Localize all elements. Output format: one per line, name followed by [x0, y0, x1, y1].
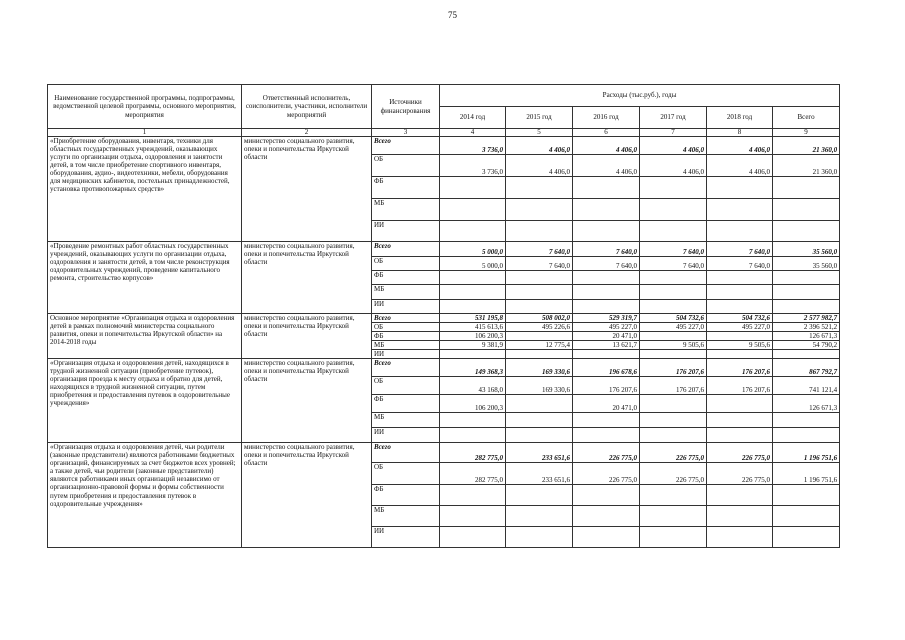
activity-name: Основное мероприятие «Организация отдыха и оздоровления детей в рамках полномочий министерства социального развития, опеки и попечительства Иркутской области» на 2014-2018 годы — [48, 314, 242, 359]
year-value: 495 227,0 — [640, 323, 707, 332]
year-value: 7 640,0 — [506, 242, 573, 257]
column-number: 4 — [440, 129, 506, 137]
total-value: 126 671,3 — [773, 395, 840, 413]
year-value — [707, 506, 773, 527]
header-year: 2018 год — [707, 107, 773, 129]
total-value: 35 560,0 — [773, 242, 840, 257]
year-value: 7 640,0 — [640, 242, 707, 257]
column-number: 1 — [48, 129, 242, 137]
header-year: 2014 год — [440, 107, 506, 129]
year-value: 169 330,6 — [506, 377, 573, 395]
year-value: 4 406,0 — [573, 137, 640, 155]
year-value: 9 381,9 — [440, 341, 506, 350]
year-value: 7 640,0 — [707, 257, 773, 271]
funding-source: ИИ — [372, 527, 440, 548]
year-value — [506, 199, 573, 221]
table-row — [48, 314, 840, 323]
year-value: 4 406,0 — [707, 155, 773, 177]
total-value: 867 792,7 — [773, 359, 840, 377]
total-value: 21 360,0 — [773, 155, 840, 177]
total-value: 741 121,4 — [773, 377, 840, 395]
year-value: 4 406,0 — [640, 137, 707, 155]
funding-source: ФБ — [372, 332, 440, 341]
year-value: 7 640,0 — [573, 242, 640, 257]
year-value — [506, 428, 573, 443]
year-value: 529 319,7 — [573, 314, 640, 323]
funding-source: ОБ — [372, 323, 440, 332]
funding-source: ФБ — [372, 177, 440, 199]
year-value: 5 000,0 — [440, 257, 506, 271]
funding-source: ОБ — [372, 155, 440, 177]
year-value — [506, 285, 573, 300]
year-value: 20 471,0 — [573, 395, 640, 413]
year-value — [707, 271, 773, 285]
year-value: 495 226,6 — [506, 323, 573, 332]
year-value — [506, 395, 573, 413]
year-value: 3 736,0 — [440, 137, 506, 155]
year-value: 233 651,6 — [506, 463, 573, 485]
year-value — [640, 332, 707, 341]
funding-source: МБ — [372, 506, 440, 527]
year-value — [707, 177, 773, 199]
year-value — [440, 271, 506, 285]
activity-name: «Организация отдыха и оздоровления детей, чьи родители (законные представители) являются работниками бюджетных организаций, финансируемых за счет бюджетов всех уровней; а также детей, чьи родители (законные представители) являются работниками иных организаций независимо от организационно-правовой формы и формы собственности путем приобретения и предоставления путевок в оздоровительные учреждения» — [48, 443, 242, 548]
year-value — [573, 177, 640, 199]
header-total: Всего — [773, 107, 840, 129]
year-value: 4 406,0 — [640, 155, 707, 177]
year-value: 4 406,0 — [506, 137, 573, 155]
year-value: 508 002,0 — [506, 314, 573, 323]
year-value — [573, 285, 640, 300]
year-value: 7 640,0 — [707, 242, 773, 257]
total-value: 21 360,0 — [773, 137, 840, 155]
year-value — [573, 485, 640, 506]
year-value: 531 195,8 — [440, 314, 506, 323]
funding-source: Всего — [372, 314, 440, 323]
year-value: 226 775,0 — [640, 463, 707, 485]
year-value — [640, 285, 707, 300]
year-value — [707, 332, 773, 341]
year-value: 43 168,0 — [440, 377, 506, 395]
year-value — [640, 350, 707, 359]
year-value — [640, 300, 707, 314]
year-value — [440, 527, 506, 548]
year-value: 3 736,0 — [440, 155, 506, 177]
year-value: 282 775,0 — [440, 463, 506, 485]
funding-source: ИИ — [372, 350, 440, 359]
year-value — [440, 285, 506, 300]
funding-source: МБ — [372, 199, 440, 221]
year-value — [640, 199, 707, 221]
funding-source: Всего — [372, 242, 440, 257]
year-value — [506, 527, 573, 548]
year-value: 9 505,6 — [640, 341, 707, 350]
funding-source: МБ — [372, 413, 440, 428]
activity-name: «Приобретение оборудования, инвентаря, техники для областных государственных учреждений, оказывающих услуги по организации отдыха, оздоровления и занятости детей, в том числе приобретение спортивного инвентаря, оборудования, аудио-, видеотехники, мебели, оборудования для медицинских кабинетов, постельных принадлежностей, установка противопожарных средств» — [48, 137, 242, 242]
activity-name: «Проведение ремонтных работ областных государственных учреждений, оказывающих услуги по организации отдыха, оздоровления и занятости детей, в том числе реконструкция оздоровительных учреждений, проведение капитального ремонта, строительство корпусов» — [48, 242, 242, 314]
total-value: 1 196 751,6 — [773, 443, 840, 463]
funding-source: ФБ — [372, 271, 440, 285]
expenses-table — [47, 84, 840, 548]
funding-source: ИИ — [372, 221, 440, 242]
column-number: 2 — [242, 129, 372, 137]
header-expenses: Расходы (тыс.руб.), годы — [440, 85, 840, 107]
year-value — [707, 300, 773, 314]
activity-name: «Организация отдыха и оздоровления детей, находящихся в трудной жизненной ситуации (приобретение путевок), организация проезда к месту отдыха и обратно для детей, находящихся в трудной жизненной ситуации, путем приобретения и предоставления путевок в оздоровительные учреждения» — [48, 359, 242, 443]
year-value — [573, 527, 640, 548]
year-value — [440, 177, 506, 199]
year-value — [707, 413, 773, 428]
year-value: 106 200,3 — [440, 395, 506, 413]
year-value — [640, 221, 707, 242]
year-value: 13 621,7 — [573, 341, 640, 350]
year-value: 7 640,0 — [640, 257, 707, 271]
year-value — [440, 300, 506, 314]
year-value — [506, 177, 573, 199]
year-value: 106 200,3 — [440, 332, 506, 341]
year-value: 415 613,6 — [440, 323, 506, 332]
year-value — [440, 485, 506, 506]
year-value: 176 207,6 — [640, 377, 707, 395]
year-value — [640, 506, 707, 527]
year-value: 169 330,6 — [506, 359, 573, 377]
year-value: 7 640,0 — [573, 257, 640, 271]
year-value — [707, 485, 773, 506]
total-value — [773, 527, 840, 548]
year-value: 7 640,0 — [506, 257, 573, 271]
year-value: 176 207,6 — [707, 377, 773, 395]
year-value — [640, 428, 707, 443]
year-value — [640, 395, 707, 413]
total-value — [773, 413, 840, 428]
year-value — [506, 221, 573, 242]
column-number: 3 — [372, 129, 440, 137]
total-value: 35 560,0 — [773, 257, 840, 271]
responsible-executor: министерство социального развития, опеки и попечительства Иркутской области — [242, 443, 372, 548]
year-value — [440, 428, 506, 443]
responsible-executor: министерство социального развития, опеки и попечительства Иркутской области — [242, 314, 372, 359]
year-value — [440, 350, 506, 359]
column-number: 5 — [506, 129, 573, 137]
table-row — [48, 137, 840, 155]
year-value — [440, 221, 506, 242]
year-value — [707, 395, 773, 413]
header-year: 2017 год — [640, 107, 707, 129]
year-value — [573, 221, 640, 242]
table-row — [48, 359, 840, 377]
funding-source: МБ — [372, 341, 440, 350]
table-row — [48, 242, 840, 257]
funding-source: ИИ — [372, 300, 440, 314]
year-value — [506, 332, 573, 341]
total-value — [773, 506, 840, 527]
year-value — [707, 199, 773, 221]
year-value — [506, 485, 573, 506]
year-value — [640, 177, 707, 199]
year-value — [640, 527, 707, 548]
year-value — [506, 506, 573, 527]
year-value: 504 732,6 — [707, 314, 773, 323]
funding-source: ОБ — [372, 463, 440, 485]
funding-source: Всего — [372, 359, 440, 377]
year-value — [707, 428, 773, 443]
year-value: 226 775,0 — [707, 463, 773, 485]
year-value — [707, 221, 773, 242]
total-value: 1 196 751,6 — [773, 463, 840, 485]
column-number: 9 — [773, 129, 840, 137]
total-value — [773, 199, 840, 221]
year-value — [573, 300, 640, 314]
header-year: 2016 год — [573, 107, 640, 129]
total-value — [773, 271, 840, 285]
year-value — [707, 527, 773, 548]
year-value: 226 775,0 — [640, 443, 707, 463]
responsible-executor: министерство социального развития, опеки и попечительства Иркутской области — [242, 242, 372, 314]
year-value: 4 406,0 — [573, 155, 640, 177]
total-value — [773, 350, 840, 359]
year-value: 504 732,6 — [640, 314, 707, 323]
year-value: 176 207,6 — [573, 377, 640, 395]
total-value: 54 790,2 — [773, 341, 840, 350]
total-value — [773, 485, 840, 506]
total-value: 2 396 521,2 — [773, 323, 840, 332]
column-number: 8 — [707, 129, 773, 137]
year-value: 176 207,6 — [640, 359, 707, 377]
funding-source: ОБ — [372, 377, 440, 395]
funding-source: Всего — [372, 443, 440, 463]
funding-source: ФБ — [372, 395, 440, 413]
year-value — [707, 350, 773, 359]
year-value: 12 775,4 — [506, 341, 573, 350]
year-value — [440, 506, 506, 527]
year-value: 4 406,0 — [506, 155, 573, 177]
total-value — [773, 300, 840, 314]
year-value: 226 775,0 — [707, 443, 773, 463]
year-value: 196 678,6 — [573, 359, 640, 377]
year-value: 495 227,0 — [573, 323, 640, 332]
year-value: 149 368,3 — [440, 359, 506, 377]
total-value — [773, 221, 840, 242]
funding-source: Всего — [372, 137, 440, 155]
funding-source: МБ — [372, 285, 440, 300]
year-value — [573, 199, 640, 221]
total-value: 2 577 982,7 — [773, 314, 840, 323]
year-value — [506, 271, 573, 285]
year-value: 176 207,6 — [707, 359, 773, 377]
year-value: 233 651,6 — [506, 443, 573, 463]
total-value — [773, 285, 840, 300]
column-number: 7 — [640, 129, 707, 137]
year-value — [573, 350, 640, 359]
year-value — [506, 413, 573, 428]
header-name: Наименование государственной программы, подпрограммы, ведомственной целевой программы, основного мероприятия, мероприятия — [48, 85, 242, 129]
year-value — [640, 271, 707, 285]
year-value — [440, 199, 506, 221]
year-value — [506, 300, 573, 314]
year-value — [640, 485, 707, 506]
header-source: Источники финансирования — [372, 85, 440, 129]
year-value — [573, 271, 640, 285]
year-value — [573, 506, 640, 527]
header-year: 2015 год — [506, 107, 573, 129]
funding-source: ИИ — [372, 428, 440, 443]
year-value: 495 227,0 — [707, 323, 773, 332]
year-value — [707, 285, 773, 300]
year-value: 282 775,0 — [440, 443, 506, 463]
responsible-executor: министерство социального развития, опеки и попечительства Иркутской области — [242, 137, 372, 242]
page-number: 75 — [448, 10, 457, 20]
year-value: 226 775,0 — [573, 463, 640, 485]
year-value: 226 775,0 — [573, 443, 640, 463]
responsible-executor: министерство социального развития, опеки и попечительства Иркутской области — [242, 359, 372, 443]
year-value: 4 406,0 — [707, 137, 773, 155]
year-value — [506, 350, 573, 359]
year-value: 9 505,6 — [707, 341, 773, 350]
total-value — [773, 177, 840, 199]
funding-source: ФБ — [372, 485, 440, 506]
year-value: 5 000,0 — [440, 242, 506, 257]
table-row — [48, 443, 840, 463]
year-value — [440, 413, 506, 428]
header-executor: Ответственный исполнитель, соисполнители, участники, исполнители мероприятий — [242, 85, 372, 129]
year-value — [573, 413, 640, 428]
funding-source: ОБ — [372, 257, 440, 271]
year-value — [573, 428, 640, 443]
column-number: 6 — [573, 129, 640, 137]
total-value — [773, 428, 840, 443]
year-value: 20 471,0 — [573, 332, 640, 341]
total-value: 126 671,3 — [773, 332, 840, 341]
year-value — [640, 413, 707, 428]
